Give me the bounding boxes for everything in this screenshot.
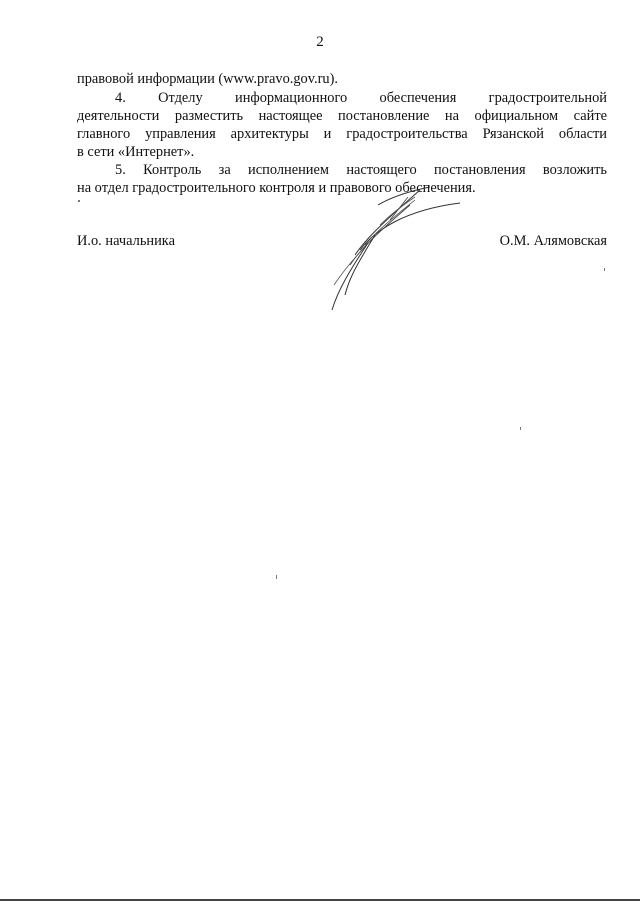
scan-speck [276, 575, 277, 579]
page-number: 2 [316, 34, 324, 50]
scan-bottom-edge [0, 899, 640, 901]
signatory-name: О.М. Алямовская [499, 233, 607, 249]
paragraph-4-line-1: 4. Отделу информационного обеспечения градостроительной [115, 90, 607, 106]
paragraph-3-tail: правовой информации (www.pravo.gov.ru). [77, 71, 338, 87]
scan-speck [604, 268, 605, 271]
handwritten-signature [320, 185, 470, 315]
paragraph-4-line-4: в сети «Интернет». [77, 144, 195, 160]
scan-speck [520, 427, 521, 430]
signatory-title: И.о. начальника [77, 233, 175, 249]
scan-speck [78, 200, 80, 202]
paragraph-4-line-2: деятельности разместить настоящее постановление на официальном сайте [77, 108, 607, 124]
paragraph-5-line-1: 5. Контроль за исполнением настоящего постановления возложить [115, 162, 607, 178]
paragraph-4-line-3: главного управления архитектуры и градостроительства Рязанской области [77, 126, 607, 142]
paragraph-5-line-2: на отдел градостроительного контроля и правового обеспечения. [77, 180, 476, 196]
